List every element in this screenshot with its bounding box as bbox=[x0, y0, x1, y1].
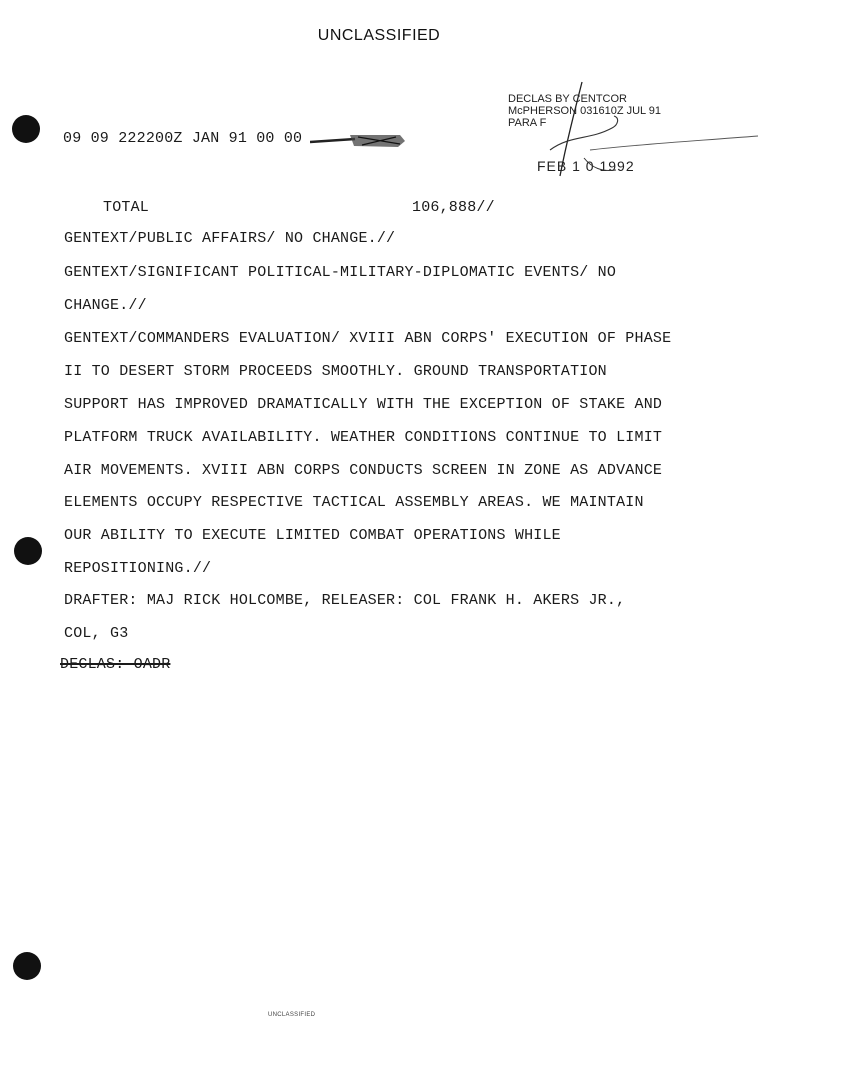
body-line-5: II TO DESERT STORM PROCEEDS SMOOTHLY. GROUND TRANSPORTATION bbox=[64, 363, 607, 380]
total-value: 106,888// bbox=[412, 199, 495, 216]
body-line-11: REPOSITIONING.// bbox=[64, 560, 212, 577]
punch-hole-bottom bbox=[13, 952, 41, 980]
body-line-2: GENTEXT/SIGNIFICANT POLITICAL-MILITARY-DIPLOMATIC EVENTS/ NO bbox=[64, 264, 617, 281]
declas-stamp-date: FEB 1 0 1992 bbox=[537, 158, 635, 174]
body-line-9: ELEMENTS OCCUPY RESPECTIVE TACTICAL ASSEMBLY AREAS. WE MAINTAIN bbox=[64, 494, 644, 511]
declas-stamp-line2: McPHERSON 031610Z JUL 91 bbox=[508, 105, 662, 117]
body-line-8: AIR MOVEMENTS. XVIII ABN CORPS CONDUCTS SCREEN IN ZONE AS ADVANCE bbox=[64, 462, 663, 479]
total-label: TOTAL bbox=[103, 199, 150, 216]
body-line-10: OUR ABILITY TO EXECUTE LIMITED COMBAT OPERATIONS WHILE bbox=[64, 527, 561, 544]
body-line-4: GENTEXT/COMMANDERS EVALUATION/ XVIII ABN CORPS' EXECUTION OF PHASE bbox=[64, 330, 672, 347]
body-line-12: DRAFTER: MAJ RICK HOLCOMBE, RELEASER: COL FRANK H. AKERS JR., bbox=[64, 592, 626, 609]
punch-hole-middle bbox=[14, 537, 42, 565]
declas-stamp-line1: DECLAS BY CENTCOR bbox=[508, 93, 627, 105]
body-line-1: GENTEXT/PUBLIC AFFAIRS/ NO CHANGE.// bbox=[64, 230, 396, 247]
dtg-line: 09 09 222200Z JAN 91 00 00 bbox=[63, 130, 303, 147]
header-classification: UNCLASSIFIED bbox=[317, 27, 441, 44]
body-line-7: PLATFORM TRUCK AVAILABILITY. WEATHER CONDITIONS CONTINUE TO LIMIT bbox=[64, 429, 663, 446]
declas-signature-icon bbox=[520, 80, 760, 180]
body-line-13: COL, G3 bbox=[64, 625, 129, 642]
body-line-6: SUPPORT HAS IMPROVED DRAMATICALLY WITH THE EXCEPTION OF STAKE AND bbox=[64, 396, 663, 413]
redaction-scribble bbox=[310, 131, 460, 151]
struck-declas-line: DECLAS: OADR bbox=[60, 656, 171, 673]
footer-classification: UNCLASSIFIED bbox=[268, 1012, 316, 1018]
declas-stamp-line3: PARA F bbox=[508, 117, 547, 129]
punch-hole-top bbox=[12, 115, 40, 143]
body-line-3: CHANGE.// bbox=[64, 297, 147, 314]
